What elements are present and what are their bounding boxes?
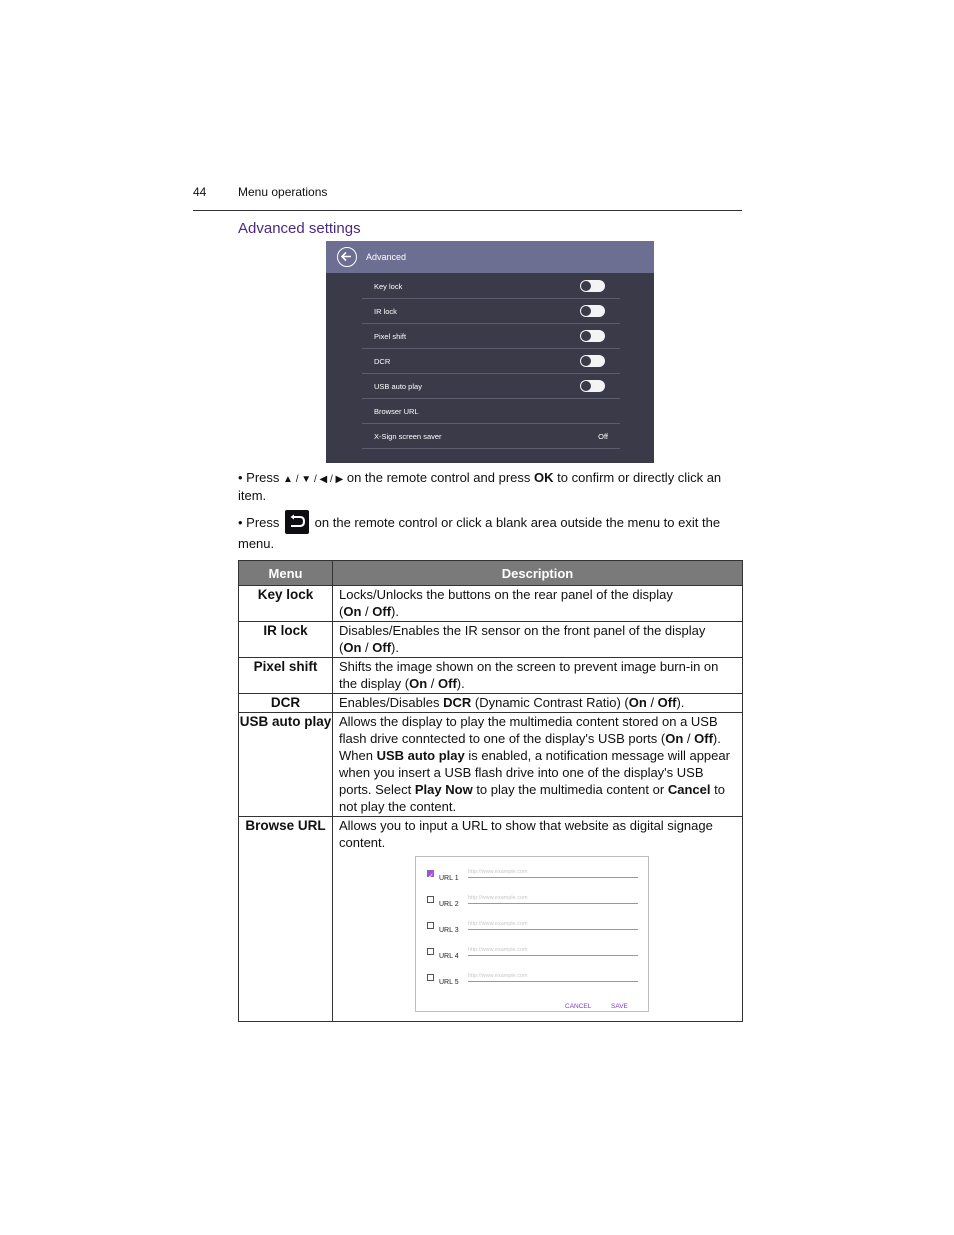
- instruction-text: to confirm or directly click an item.: [238, 470, 722, 503]
- menu-cell: Key lock: [239, 586, 333, 622]
- instruction-text: on the remote control and press: [346, 470, 531, 485]
- menu-item-usb-auto-play[interactable]: [362, 373, 620, 399]
- description-text: Shifts the image shown on the screen to prevent image burn-in on the display: [339, 659, 719, 691]
- column-header-menu: Menu: [239, 561, 333, 586]
- table-row: [239, 622, 743, 658]
- page-number: 44: [193, 185, 207, 199]
- on-label: On: [409, 676, 428, 691]
- on-label: On: [665, 731, 684, 746]
- description-text: (Dynamic Contrast Ratio): [474, 695, 621, 710]
- description-text: Allows the display to play the multimedia content stored on a USB flash drive conntected to one of the display's USB ports (: [339, 714, 718, 746]
- menu-cell: IR lock: [239, 622, 333, 658]
- off-label: Off: [372, 640, 392, 655]
- description-text: Enables/Disables: [339, 695, 440, 710]
- play-now-term: Play Now: [414, 782, 473, 797]
- url-row: [427, 894, 639, 908]
- instruction-exit: • Press on the remote control or click a blank area outside the menu to exit the menu.: [238, 510, 742, 554]
- url-4-input[interactable]: http://www.example.com: [468, 946, 638, 956]
- advanced-settings-screen: [326, 241, 654, 463]
- off-label: Off: [694, 731, 713, 746]
- description-text: to play the multimedia content or: [476, 782, 665, 797]
- on-label: On: [343, 604, 362, 619]
- dcr-toggle[interactable]: [580, 355, 605, 367]
- menu-item-browser-url[interactable]: [362, 398, 620, 424]
- instruction-navigate: • Press ▲ / ▼ / ◀ / ▶ on the remote control and press OK to confirm or directly click an item.: [238, 470, 722, 503]
- menu-cell: DCR: [239, 694, 333, 713]
- instruction-text: Press: [246, 470, 280, 485]
- table-row: [239, 694, 743, 713]
- menu-description-table: [238, 560, 743, 1022]
- description-cell: [333, 817, 743, 1022]
- url-5-checkbox[interactable]: [427, 974, 434, 981]
- description-text: Locks/Unlocks the buttons on the rear panel of the display: [339, 587, 673, 602]
- menu-cell: Pixel shift: [239, 658, 333, 694]
- on-label: On: [343, 640, 362, 655]
- cancel-button[interactable]: CANCEL: [565, 1003, 592, 1010]
- arrow-keys-icon: ▲ / ▼ / ◀ / ▶: [283, 474, 344, 485]
- url-3-input[interactable]: http://www.example.com: [468, 920, 638, 930]
- table-row: [239, 586, 743, 622]
- menu-item-label: USB auto play: [374, 382, 422, 391]
- table-row: [239, 658, 743, 694]
- url-row: [427, 920, 639, 934]
- url-label: URL 5: [439, 979, 459, 986]
- menu-item-dcr[interactable]: [362, 348, 620, 374]
- off-label: Off: [657, 695, 677, 710]
- key-lock-toggle[interactable]: [580, 280, 605, 292]
- pixel-shift-toggle[interactable]: [580, 330, 605, 342]
- section-name: Menu operations: [238, 185, 328, 199]
- url-label: URL 2: [439, 901, 459, 908]
- description-text: is enabled, a notification message will appear when you insert a USB flash drive into one of the display's USB ports. Select: [339, 748, 730, 797]
- menu-item-value: Off: [598, 432, 608, 441]
- url-1-input[interactable]: http://www.example.com: [468, 868, 638, 878]
- menu-item-ir-lock[interactable]: [362, 298, 620, 324]
- description-cell: Enables/Disables DCR (Dynamic Contrast Ratio) (On / Off).: [333, 694, 743, 713]
- url-row: [427, 972, 639, 986]
- screen-title: Advanced: [366, 252, 407, 262]
- page-title: Advanced settings: [238, 220, 361, 237]
- table-row: [239, 817, 743, 1022]
- cancel-term: Cancel: [667, 782, 711, 797]
- url-label: URL 4: [439, 953, 459, 960]
- off-label: Off: [438, 676, 457, 691]
- menu-item-label: Key lock: [374, 282, 403, 291]
- description-cell: Disables/Enables the IR sensor on the front panel of the display (On / Off).: [333, 622, 743, 658]
- menu-item-label: IR lock: [374, 307, 397, 316]
- url-5-input[interactable]: http://www.example.com: [468, 972, 638, 982]
- description-text: Allows you to input a URL to show that website as digital signage content.: [339, 818, 713, 850]
- url-3-checkbox[interactable]: [427, 922, 434, 929]
- menu-item-pixel-shift[interactable]: [362, 323, 620, 349]
- url-2-input[interactable]: http://www.example.com: [468, 894, 638, 904]
- url-row: [427, 946, 639, 960]
- description-text: Disables/Enables the IR sensor on the front panel of the display: [339, 623, 706, 638]
- menu-cell: Browse URL: [239, 817, 333, 1022]
- url-input-dialog: [415, 856, 649, 1012]
- screen-header: [326, 241, 654, 273]
- description-text: to not play the content.: [339, 782, 725, 814]
- menu-item-label: Pixel shift: [374, 332, 407, 341]
- url-2-checkbox[interactable]: [427, 896, 434, 903]
- off-label: Off: [372, 604, 392, 619]
- menu-item-label: DCR: [374, 357, 391, 366]
- table-header-row: [239, 561, 743, 586]
- on-label: On: [628, 695, 647, 710]
- ir-lock-toggle[interactable]: [580, 305, 605, 317]
- save-button[interactable]: SAVE: [611, 1003, 628, 1010]
- url-row: [427, 868, 639, 882]
- menu-item-label: Browser URL: [374, 407, 419, 416]
- url-label: URL 1: [439, 875, 459, 882]
- url-label: URL 3: [439, 927, 459, 934]
- description-cell: Allows the display to play the multimedia content stored on a USB flash drive conntected to one of the display's USB ports (On / Off). When USB auto play is enabled, a notification message will appear when you insert a USB flash drive into one of the display's USB ports. Select Play Now to play the multimedia content or Cancel to not play the content.: [333, 713, 743, 817]
- column-header-description: Description: [333, 561, 743, 586]
- description-text: When: [339, 748, 373, 763]
- dcr-term: DCR: [443, 695, 472, 710]
- instruction-text: Press: [246, 515, 280, 530]
- menu-item-label: X-Sign screen saver: [374, 432, 442, 441]
- table-row: [239, 713, 743, 817]
- url-4-checkbox[interactable]: [427, 948, 434, 955]
- description-cell: Shifts the image shown on the screen to prevent image burn-in on the display (On / Off).: [333, 658, 743, 694]
- menu-item-x-sign-screen-saver[interactable]: [362, 423, 620, 449]
- instruction-text: on the remote control or click a blank area outside the menu to exit the menu.: [238, 515, 721, 551]
- menu-item-key-lock[interactable]: [362, 273, 620, 299]
- menu-cell: USB auto play: [239, 713, 333, 817]
- header-divider: [193, 210, 742, 211]
- ok-key-label: OK: [534, 470, 554, 485]
- url-1-checkbox[interactable]: [427, 870, 434, 877]
- return-key-icon: [285, 510, 309, 534]
- usb-auto-play-toggle[interactable]: [580, 380, 605, 392]
- usb-auto-play-term: USB auto play: [376, 748, 465, 763]
- back-arrow-icon[interactable]: [337, 247, 357, 267]
- description-cell: Locks/Unlocks the buttons on the rear panel of the display (On / Off).: [333, 586, 743, 622]
